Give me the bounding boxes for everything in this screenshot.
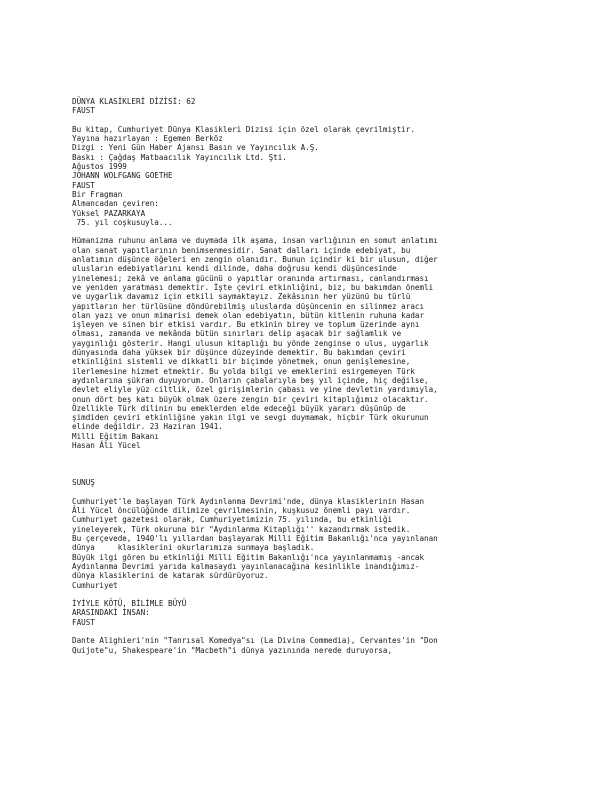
sunus-line: dünya klasiklerini de katarak sürdürüyoruz.	[72, 571, 269, 581]
imprint-line: JOHANN WOLFGANG GOETHE	[72, 171, 173, 181]
foreword-line: yaygınlığı gösterir. Hangi ulusun kitaplığı bu yönde zenginse o ulus, uygarlık	[72, 338, 429, 348]
spacer	[72, 116, 592, 125]
sunus-line: yineleyerek, Türk okuruna bir "Aydınlanma Kitaplığı'' kazandırmak istedik.	[72, 524, 411, 534]
imprint-line: 75. yıl coşkusuyla...	[72, 217, 173, 227]
imprint-block	[72, 125, 592, 227]
foreword-line: elinde değildir. 23 Haziran 1941.	[72, 422, 223, 432]
foreword-line: Hümanizma ruhunu anlama ve duymada ilk aşama, insan varlığının en somut anlatımı	[72, 236, 438, 246]
spacer	[72, 488, 592, 497]
foreword-line: ilerlemesine hizmet etmektir. Bu yolda bilgi ve emeklerini esirgemeyen Türk	[72, 366, 415, 376]
foreword-line: etkinliğini sistemli ve dikkatli bir biçimde yönetmek, onun genişlemesine,	[72, 357, 411, 367]
sunus-line: Cumhuriyet'le başlayan Türk Aydınlanma Devrimi'nde, dünya klasiklerinin Hasan	[72, 496, 425, 506]
foreword-line: olan yazı ve onun mimarisi demek olan edebiyatın, bütün kitlenin ruhuna kadar	[72, 310, 425, 320]
foreword-line: olması, zamanda ve mekânda bütün sınırları delip aşacak bir sağlamlık ve	[72, 329, 402, 339]
foreword-line: ve uygarlık davamız için etkili saymaktayız. Zekâsının her yüzünü bu türlü	[72, 292, 411, 302]
sunus-line: Aydınlanma Devrimi yarıda kalmasaydı yayınlanacağına kesinlikle inandığımız-	[72, 561, 420, 571]
sunus-line: Cumhuriyet gazetesi olarak, Cumhuriyetimizin 75. yılında, bu etkinliği	[72, 515, 393, 525]
imprint-line: Almancadan çeviren:	[72, 199, 159, 209]
spacer	[72, 450, 592, 478]
spacer	[72, 227, 592, 236]
sunus-heading: SUNUŞ	[72, 478, 95, 488]
book-title: FAUST	[72, 106, 95, 116]
sunus-signature: Cumhuriyet	[72, 580, 118, 590]
sunus-line: dünya klasiklerini okurlarımıza sunmaya başladık.	[72, 543, 315, 553]
foreword-signature-title: Milli Eğitim Bakanı	[72, 431, 159, 441]
foreword-line: yinelemesi; zekâ ve anlama gücünü o yapıtlar oranında artırması, canlandırması	[72, 273, 429, 283]
spacer	[72, 590, 592, 599]
foreword-line: anlatımın düşünce öğeleri en zengin olanıdır. Bunun içindir ki bir ulusun, diğer	[72, 255, 438, 265]
foreword-line: devlet eliyle yüz ciltlik, özel girişimlerin çabası ve yine devletin yardımıyla,	[72, 385, 438, 395]
series-title: DÜNYA KLASİKLERİ DİZİSİ: 62	[72, 97, 196, 106]
foreword-line: işleyen ve sinen bir etkisi vardır. Bu etkinin birey ve toplum üzerinde aynı	[72, 320, 420, 330]
essay-section	[72, 599, 592, 655]
foreword-line: şimdiden çeviri etkinliğine yakın ilgi ve sevgi duymamak, hiçbir Türk okurunun	[72, 413, 429, 423]
foreword-signature-name: Hasan Âli Yücel	[72, 440, 141, 450]
essay-line: Dante Alighieri'nin "Tanrısal Komedya"sı (La Divina Commedia), Cervantes'in "Don	[72, 636, 438, 646]
imprint-line: Baskı : Çağdaş Matbaacılık Yayıncılık Ltd. Şti.	[72, 152, 287, 162]
sunus-line: Bu çerçevede, 1940'lı yıllardan başlayarak Milli Eğitim Bakanlığı'nca yayınlanan	[72, 534, 438, 544]
spacer	[72, 627, 592, 636]
sunus-line: Âli Yücel öncülüğünde dilimize çevrilmesinin, kuşkusuz önemli payı vardır.	[72, 506, 411, 516]
imprint-line: Yüksel PAZARKAYA	[72, 208, 146, 218]
sunus-line: Büyük ilgi gören bu etkinliği Milli Eğitim Bakanlığı'nca yayınlanmamış -ancak	[72, 552, 425, 562]
imprint-line: Bu kitap, Cumhuriyet Dünya Klasikleri Dizisi için özel olarak çevrilmiştir.	[72, 124, 415, 134]
imprint-line: FAUST	[72, 180, 95, 190]
foreword-line: dünyasında daha yüksek bir düşünce düzeyinde demektir. Bu bakımdan çeviri	[72, 348, 406, 358]
foreword-line: ve yeniden yaratması demektir. İşte çeviri etkinliğini, biz, bu bakımdan önemli	[72, 282, 434, 292]
foreword-line: aydınlarına şükran duyuyorum. Onların çabalarıyla beş yıl içinde, hiç değilse,	[72, 375, 429, 385]
imprint-line: Dizgi : Yeni Gün Haber Ajansı Basın ve Yayıncılık A.Ş.	[72, 143, 319, 153]
imprint-line: Ağustos 1999	[72, 162, 127, 172]
imprint-line: Yayına hazırlayan : Egemen Berköz	[72, 134, 223, 144]
essay-title-line: ARASINDAKİ İNSAN:	[72, 608, 150, 618]
foreword-line: olan sanat yapıtlarının benimsenmesidir. Sanat dalları içinde edebiyat, bu	[72, 245, 411, 255]
essay-line: Quijote"u, Shakespeare'in "Macbeth"i dünya yazınında nerede duruyorsa,	[72, 645, 393, 655]
foreword-line: onun dört beş katı büyük olmak üzere zengin bir çeviri kitaplığımız olacaktır.	[72, 394, 429, 404]
essay-title-line: İYİYLE KÖTÜ, BİLİMLE BÜYÜ	[72, 599, 187, 609]
foreword-line: ulusların edebiyatlarını kendi dilinde, daha doğrusu kendi düşüncesinde	[72, 264, 397, 274]
foreword-line: yapıtların her türlüsüne döndürebilmiş uluslarda düşüncenin en silinmez aracı	[72, 301, 425, 311]
foreword-line: Özellikle Türk dilinin bu emeklerden elde edeceği büyük yararı düşünüp de	[72, 403, 406, 413]
sunus-section	[72, 478, 592, 590]
document-page	[72, 97, 592, 655]
imprint-line: Bir Fragman	[72, 189, 123, 199]
essay-title-line: FAUST	[72, 617, 95, 627]
foreword-block	[72, 236, 592, 450]
